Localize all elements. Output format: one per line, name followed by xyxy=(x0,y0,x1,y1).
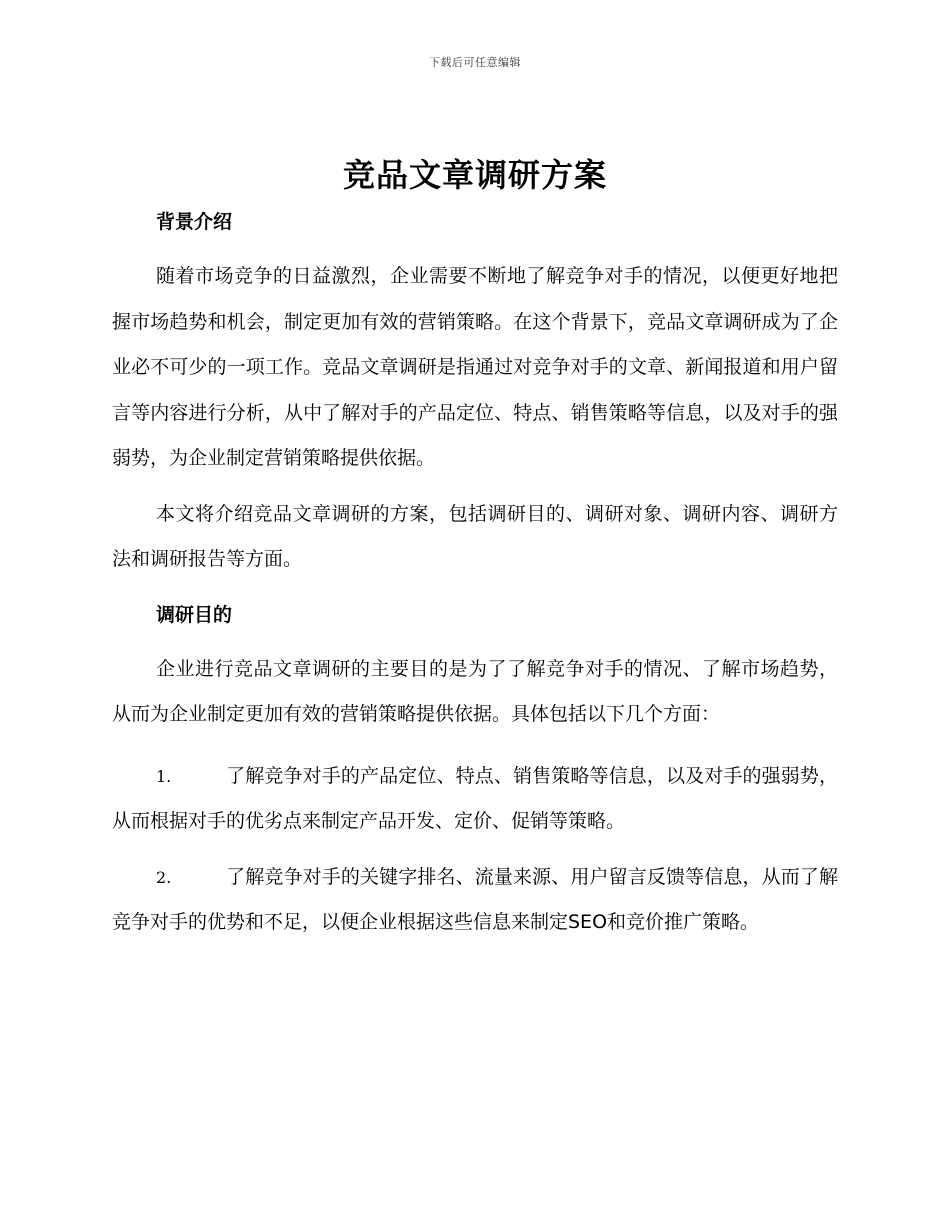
paragraph-purpose-1: 企业进行竞品文章调研的主要目的是为了了解竞争对手的情况、了解市场趋势，从而为企业制定更加有效的营销策略提供依据。具体包括以下几个方面： xyxy=(112,657,838,725)
list-number-2: 2. xyxy=(156,867,172,887)
paragraph-background-2: 本文将介绍竞品文章调研的方案，包括调研目的、调研对象、调研内容、调研方法和调研报告等方面。 xyxy=(112,502,838,570)
paragraph-background-1: 随着市场竞争的日益激烈，企业需要不断地了解竞争对手的情况，以便更好地把握市场趋势和机会，制定更加有效的营销策略。在这个背景下，竞品文章调研成为了企业必不可少的一项工作。竞品文章调研是指通过对竞争对手的文章、新闻报道和用户留言等内容进行分析，从中了解对手的产品定位、特点、销售策略等信息，以及对手的强弱势，为企业制定营销策略提供依据。 xyxy=(112,265,838,469)
list-item-1 xyxy=(112,754,838,845)
list-text-2: 了解竞争对手的关键字排名、流量来源、用户留言反馈等信息，从而了解竞争对手的优势和不足，以便企业根据这些信息来制定SEO和竞价推广策略。 xyxy=(112,865,838,933)
document-body xyxy=(112,200,838,956)
document-title: 竞品文章调研方案 xyxy=(342,156,607,194)
list-text-1: 了解竞争对手的产品定位、特点、销售策略等信息，以及对手的强弱势，从而根据对手的优劣点来制定产品开发、定价、促销等策略。 xyxy=(112,764,838,832)
section-heading-purpose: 调研目的 xyxy=(156,603,233,626)
list-item-2 xyxy=(112,855,838,946)
header-note: 下载后可任意编辑 xyxy=(429,56,521,69)
section-heading-background: 背景介绍 xyxy=(156,211,233,233)
list-number-1: 1. xyxy=(156,766,172,786)
